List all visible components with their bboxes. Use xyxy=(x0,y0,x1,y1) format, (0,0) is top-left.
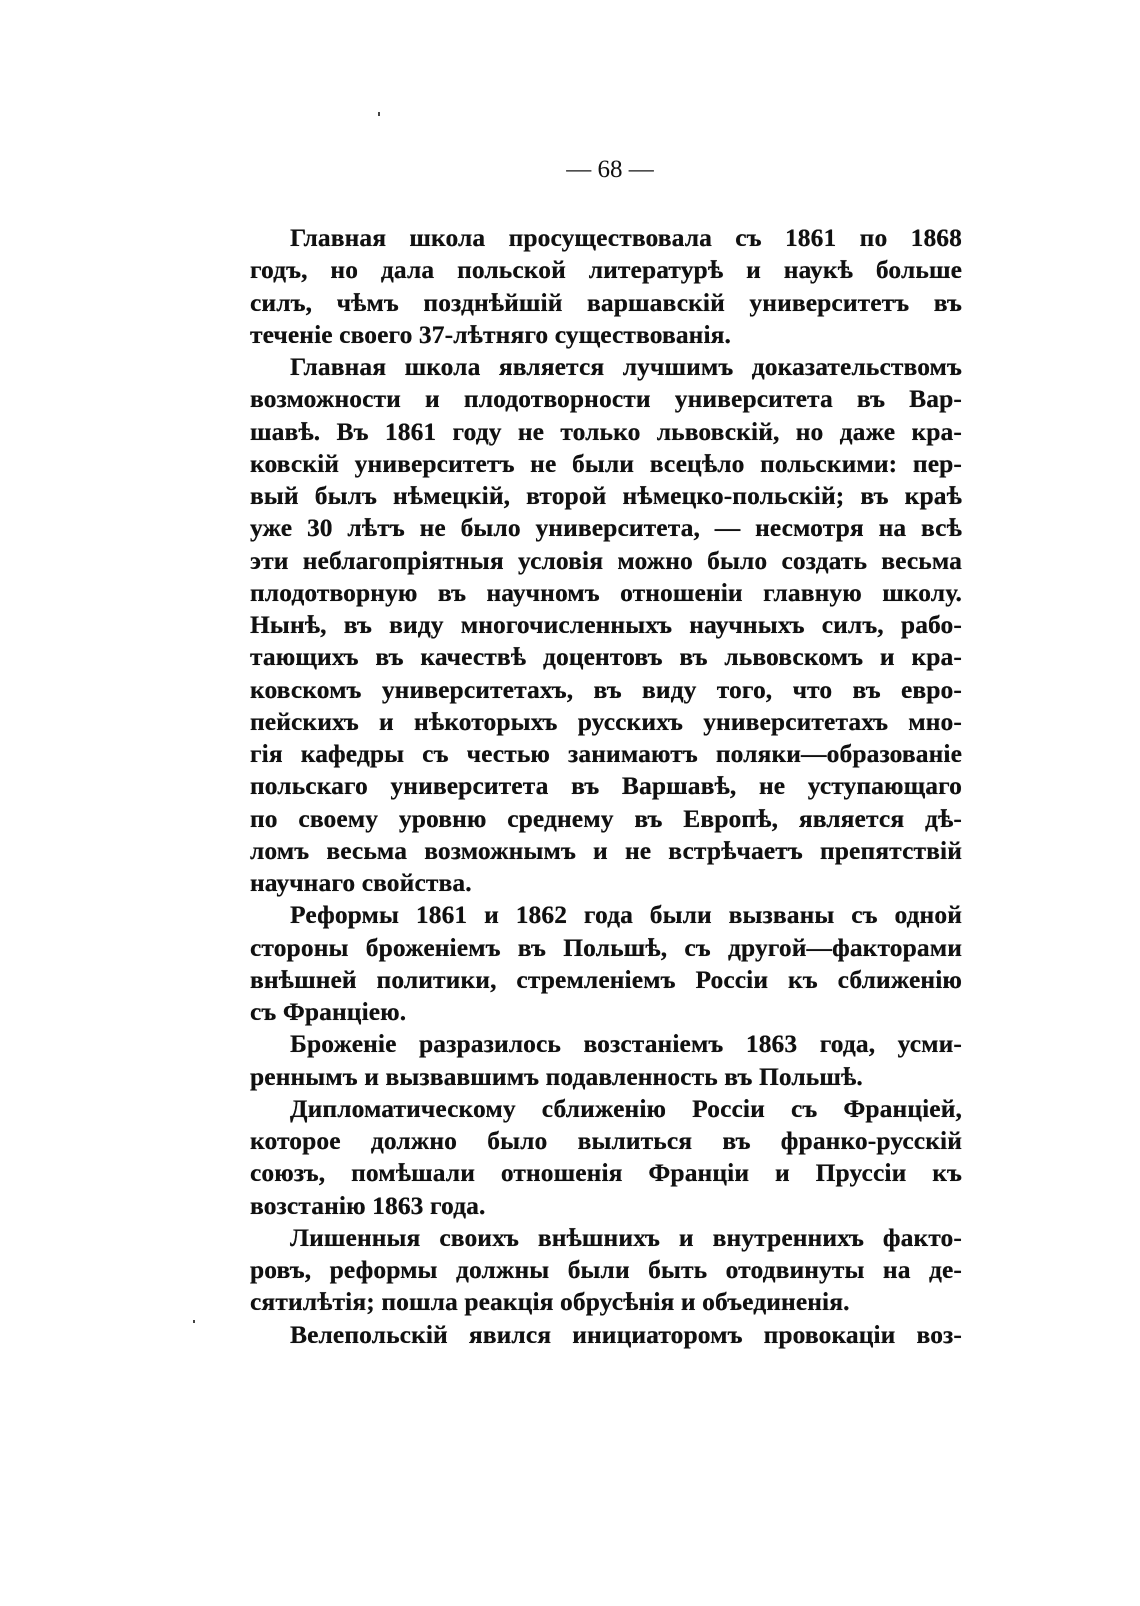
paragraph xyxy=(250,1028,962,1093)
text-line: сятилѣтія; пошла реакція обрусѣнія и объединенія. xyxy=(250,1287,850,1317)
text-line: Велепольскій явился инициаторомъ провокаціи воз- xyxy=(290,1319,962,1349)
text-line: Реформы 1861 и 1862 года были вызваны съ одной xyxy=(290,900,962,930)
body-text xyxy=(250,222,962,1351)
text-line: съ Франціею. xyxy=(250,997,407,1026)
text-line: стороны броженіемъ въ Польшѣ, съ другой—факторами xyxy=(250,932,962,962)
text-line: уже 30 лѣтъ не было университета, — несмотря на всѣ xyxy=(250,513,962,543)
text-line: силъ, чѣмъ позднѣйшій варшавскій университетъ въ xyxy=(250,287,962,317)
page-number: — 68 — xyxy=(566,156,654,183)
text-line: внѣшней политики, стремленіемъ Россіи къ сближенію xyxy=(250,964,962,994)
text-line: ломъ весьма возможнымъ и не встрѣчаетъ препятствій xyxy=(250,835,962,865)
text-line: эти неблагопріятныя условія можно было создать весьма xyxy=(250,545,962,575)
text-line: ровъ, реформы должны были быть отодвинуты на де- xyxy=(250,1255,962,1284)
text-line: научнаго свойства. xyxy=(250,868,472,897)
text-line: возстанію 1863 года. xyxy=(250,1190,486,1220)
paragraph xyxy=(250,899,962,1028)
text-line: гія кафедры съ честью занимаютъ поляки—образованіе xyxy=(250,739,962,768)
text-line: Лишенныя своихъ внѣшнихъ и внутреннихъ факто- xyxy=(290,1222,962,1252)
scan-speck xyxy=(193,1320,195,1323)
paragraph xyxy=(250,222,962,351)
text-line: плодотворную въ научномъ отношеніи главную школу. xyxy=(250,577,962,607)
text-line: Броженіе разразилось возстаніемъ 1863 года, усми- xyxy=(290,1029,962,1059)
paragraph xyxy=(250,1319,962,1351)
text-line: Дипломатическому сближенію Россіи съ Франціей, xyxy=(290,1093,962,1123)
text-line: по своему уровню среднему въ Европѣ, является дѣ- xyxy=(250,803,962,833)
text-line: Главная школа просуществовала съ 1861 по 1868 xyxy=(290,223,962,252)
text-line: польскаго университета въ Варшавѣ, не уступающаго xyxy=(250,771,962,801)
text-line: реннымъ и вызвавшимъ подавленность въ Польшѣ. xyxy=(250,1061,863,1091)
text-line: Нынѣ, въ виду многочисленныхъ научныхъ силъ, рабо- xyxy=(250,610,962,639)
text-line: которое должно было вылиться въ франко-русскій xyxy=(250,1126,962,1155)
paragraph xyxy=(250,1093,962,1222)
text-line: ковскій университетъ не были всецѣло польскими: пер- xyxy=(250,448,962,478)
text-line: ковскомъ университетахъ, въ виду того, что въ евро- xyxy=(250,674,962,704)
paragraph xyxy=(250,351,962,899)
text-line: тающихъ въ качествѣ доцентовъ въ львовскомъ и кра- xyxy=(250,642,962,672)
text-line: годъ, но дала польской литературѣ и наукѣ больше xyxy=(250,255,962,285)
text-line: шавѣ. Въ 1861 году не только львовскій, но даже кра- xyxy=(250,416,962,446)
text-line: возможности и плодотворности университета въ Вар- xyxy=(250,384,962,414)
text-line: теченіе своего 37-лѣтняго существованія. xyxy=(250,319,732,349)
text-line: пейскихъ и нѣкоторыхъ русскихъ университетахъ мно- xyxy=(250,706,962,736)
scan-speck xyxy=(378,112,380,116)
text-line: вый былъ нѣмецкій, второй нѣмецко-польскій; въ краѣ xyxy=(250,481,962,510)
paragraph xyxy=(250,1222,962,1319)
text-line: союзъ, помѣшали отношенія Франціи и Пруссіи къ xyxy=(250,1158,962,1188)
text-line: Главная школа является лучшимъ доказательствомъ xyxy=(290,352,962,381)
